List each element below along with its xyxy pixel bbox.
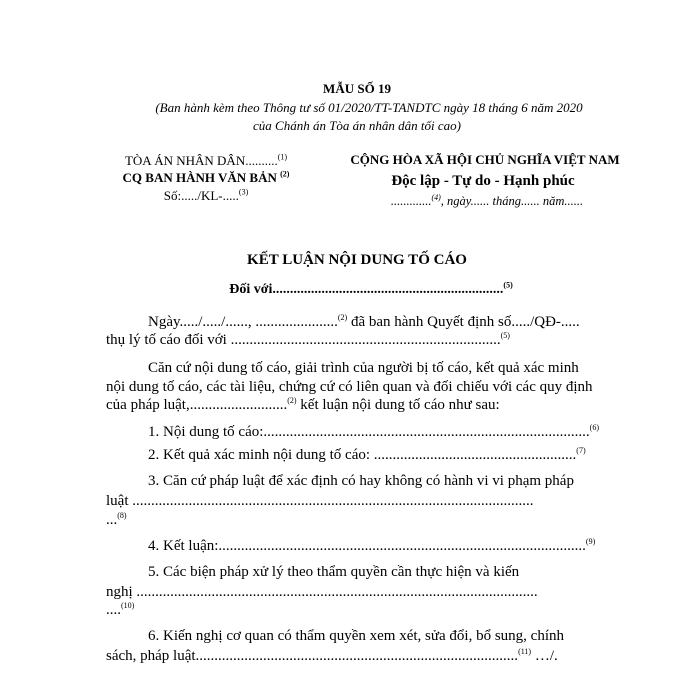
para1-line1: Ngày...../...../......, ......................$^{(2)}$ đã ban hành Quyết định số...../QĐ-.....	[148, 313, 580, 330]
court-name: TÒA ÁN NHÂN DÂN..........$^{(1)}$	[124, 152, 288, 168]
item-6-recommendation-line2: sách, pháp luật......................................................................................$^{(11)}$ …/.	[106, 647, 558, 664]
item-3-legal-basis-line2: luật ...........................................................................................................	[106, 493, 534, 509]
document-title: KẾT LUẬN NỘI DUNG TỐ CÁO	[247, 252, 467, 268]
item-3-legal-basis-line3: ...$^{(8)}$	[106, 511, 127, 528]
item-5-measures-line1: 5. Các biện pháp xử lý theo thẩm quyền cần thực hiện và kiến	[148, 564, 520, 580]
para1-line2: thụ lý tố cáo đối với ........................................................................$^{(5)}$	[106, 331, 510, 348]
item-3-legal-basis-line1: 3. Căn cứ pháp luật để xác định có hay không có hành vi vi phạm pháp	[148, 473, 574, 489]
item-6-recommendation-line1: 6. Kiến nghị cơ quan có thẩm quyền xem xét, sửa đổi, bổ sung, chính	[148, 628, 564, 644]
form-number: MẪU SỐ 19	[323, 81, 391, 96]
title-subject: Đối với..................................................................$^{(5)}$	[229, 280, 513, 297]
item-4-conclusion: 4. Kết luận:..................................................................................................$^{(9)}$	[148, 537, 596, 554]
item-5-measures-line2: nghị ...........................................................................................................	[106, 584, 538, 600]
item-1-complaint-content: 1. Nội dung tố cáo:.......................................................................................$^{(6)}$	[148, 423, 599, 440]
issued-note-line1: (Ban hành kèm theo Thông tư số 01/2020/TT-TANDTC ngày 18 tháng 6 năm 2020	[155, 100, 583, 115]
issued-note-line2: của Chánh án Tòa án nhân dân tối cao)	[253, 118, 461, 133]
para2-line3: của pháp luật,..........................$^{(2)}$ kết luận nội dung tố cáo như sau:	[106, 396, 500, 413]
national-motto: Độc lập - Tự do - Hạnh phúc	[391, 173, 575, 189]
item-2-verification-result: 2. Kết quả xác minh nội dung tố cáo: ......................................................$^{(7)}$	[148, 446, 586, 463]
issuing-agency: CQ BAN HÀNH VĂN BẢN $^{(2)}$	[122, 169, 290, 185]
date-place-line: .............$^{(4)}$, ngày...... tháng...... năm......	[390, 192, 584, 208]
document-number: Số:...../KL-.....$^{(3)}$	[163, 187, 249, 203]
para2-line2: nội dung tố cáo, các tài liệu, chứng cứ có liên quan và đối chiếu với các quy định	[106, 379, 593, 395]
item-5-measures-line3: ....$^{(10)}$	[106, 601, 135, 618]
para2-line1: Căn cứ nội dung tố cáo, giải trình của người bị tố cáo, kết quả xác minh	[148, 360, 579, 376]
republic-name: CỘNG HÒA XÃ HỘI CHỦ NGHĨA VIỆT NAM	[350, 152, 620, 167]
